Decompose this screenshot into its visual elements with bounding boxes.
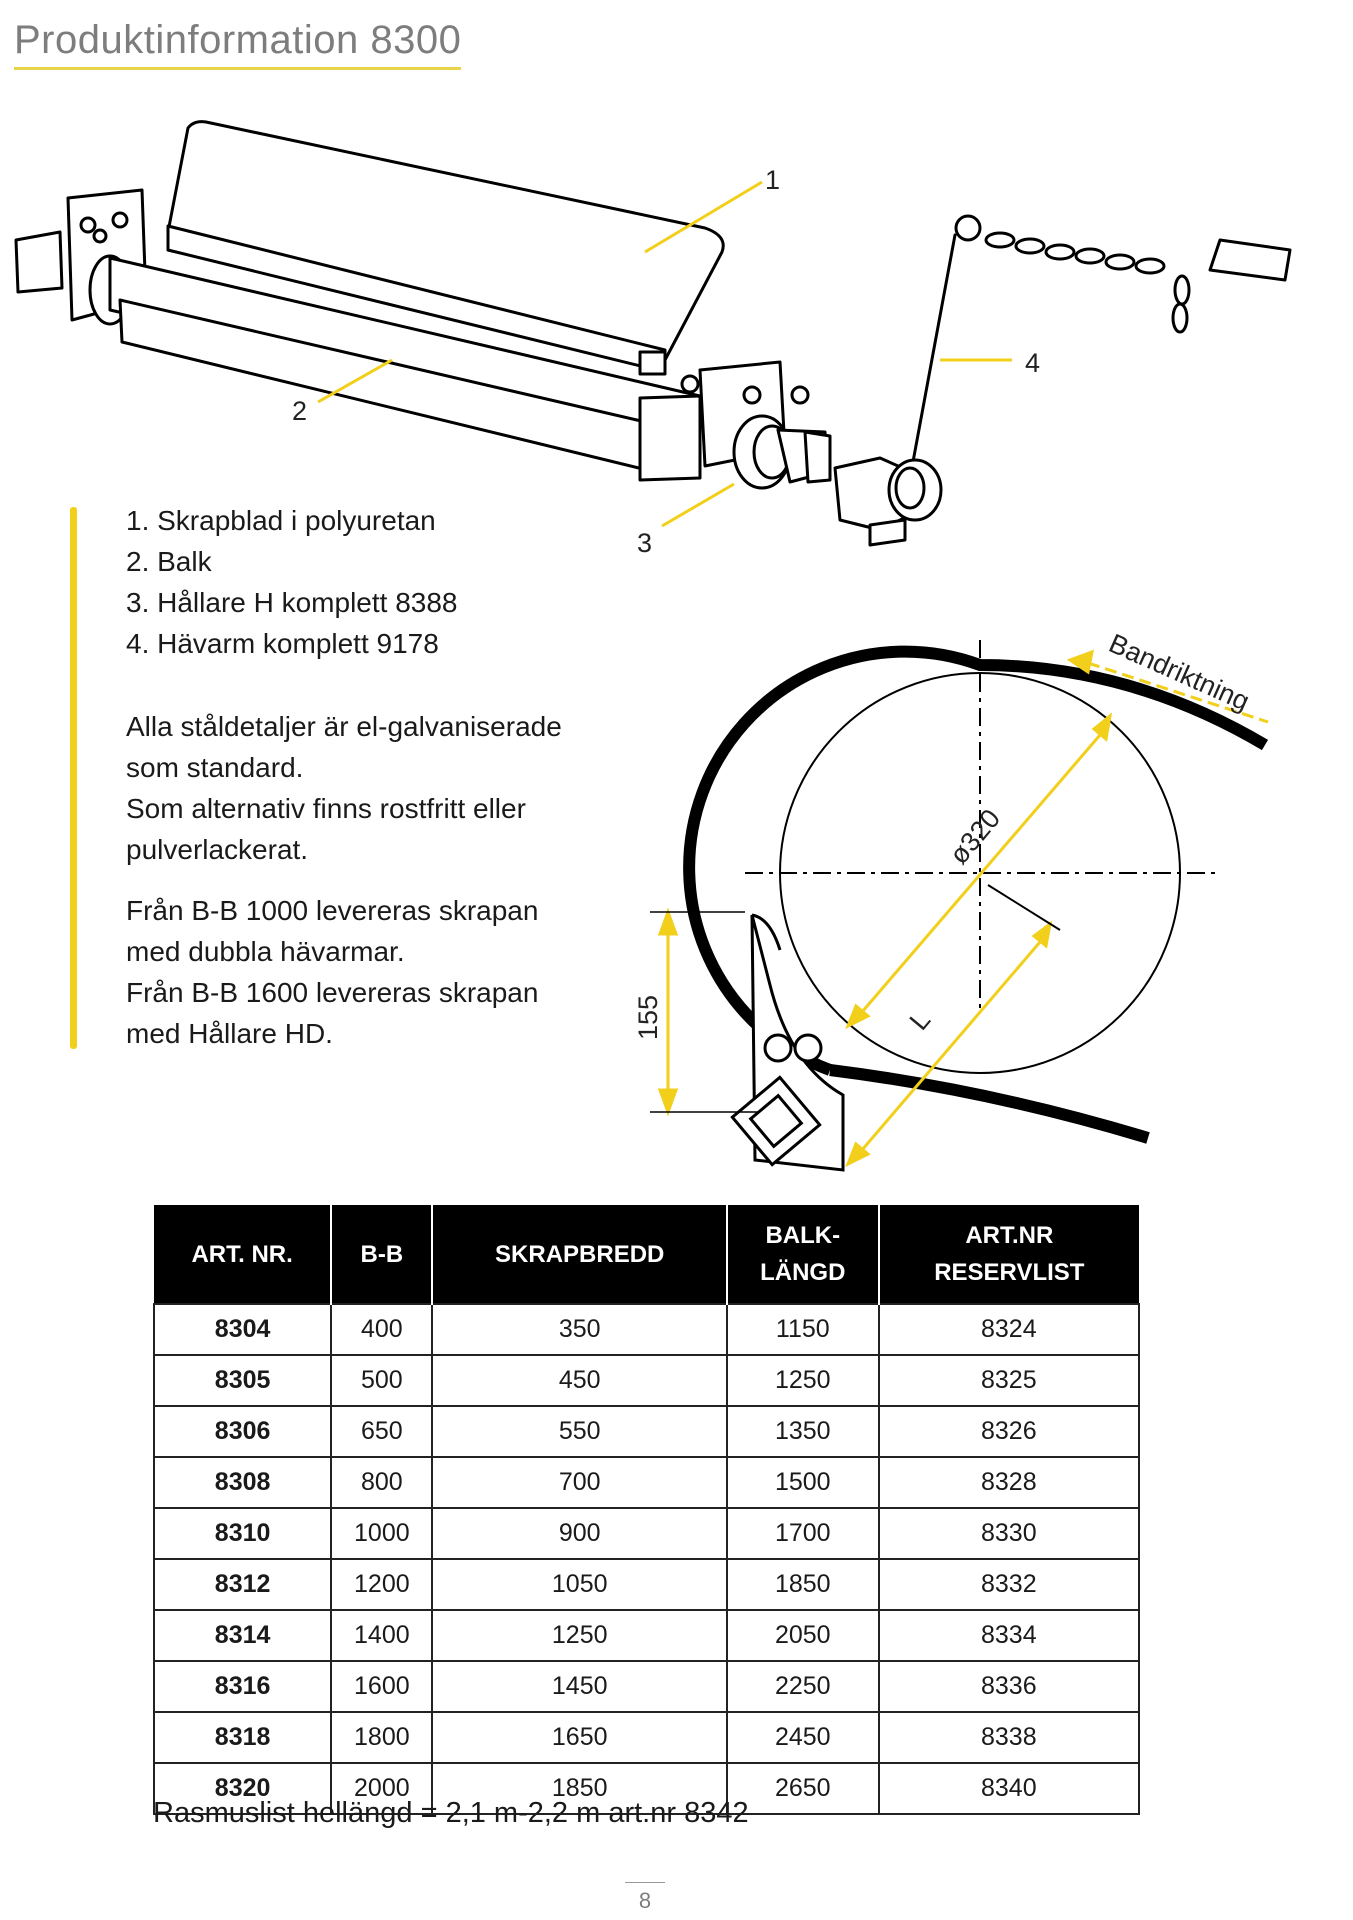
table-row [154,1304,1139,1355]
table-cell: 1150 [727,1304,879,1355]
table-cell: 8326 [879,1406,1139,1457]
table-cell: 700 [432,1457,726,1508]
table-cell: 8310 [154,1508,331,1559]
table-row [154,1712,1139,1763]
table-row [154,1355,1139,1406]
table-cell: 8306 [154,1406,331,1457]
table-cell: 900 [432,1508,726,1559]
table-cell: 8336 [879,1661,1139,1712]
table-cell: 550 [432,1406,726,1457]
table-row [154,1457,1139,1508]
dim-length-label: L [903,1005,937,1036]
table-row [154,1508,1139,1559]
table-cell: 350 [432,1304,726,1355]
footnote: Rasmuslist hellängd = 2,1 m-2,2 m art.nr 8342 [153,1797,749,1829]
table-cell: 800 [331,1457,432,1508]
material-paragraph: Alla ståldetaljer är el-galvaniserade som standard. Som alternativ finns rostfritt eller pulverlackerat. [126,711,562,865]
table-cell: 8325 [879,1355,1139,1406]
list-item: 3. Hållare H komplett 8388 [126,587,458,618]
table-cell: 1650 [432,1712,726,1763]
header-skrapbredd: SKRAPBREDD [432,1205,726,1304]
table-cell: 8320 [154,1763,331,1814]
table-cell: 1450 [432,1661,726,1712]
table-cell: 8332 [879,1559,1139,1610]
table-cell: 1500 [727,1457,879,1508]
divider [625,1882,665,1883]
table-cell: 1850 [727,1559,879,1610]
belt-direction-label: Bandriktning [1104,628,1254,717]
table-cell: 8330 [879,1508,1139,1559]
table-cell: 1600 [331,1661,432,1712]
header-balklangd: BALK- LÄNGD [727,1205,879,1304]
table-cell: 1050 [432,1559,726,1610]
table-cell: 8316 [154,1661,331,1712]
table-cell: 8312 [154,1559,331,1610]
table-cell: 400 [331,1304,432,1355]
callout-1: 1 [765,165,781,195]
table-cell: 650 [331,1406,432,1457]
table-cell: 1250 [727,1355,879,1406]
table-cell: 1400 [331,1610,432,1661]
table-cell: 8334 [879,1610,1139,1661]
list-item: 1. Skrapblad i polyuretan [126,505,436,536]
table-cell: 1200 [331,1559,432,1610]
callout-3: 3 [637,528,653,558]
table-cell: 8340 [879,1763,1139,1814]
table-cell: 450 [432,1355,726,1406]
table-cell: 8304 [154,1304,331,1355]
table-cell: 8305 [154,1355,331,1406]
table-cell: 8328 [879,1457,1139,1508]
table-cell: 1000 [331,1508,432,1559]
table-row [154,1661,1139,1712]
table-cell: 2250 [727,1661,879,1712]
table-cell: 1800 [331,1712,432,1763]
table-cell: 2650 [727,1763,879,1814]
parts-list [126,500,458,664]
table-row [154,1559,1139,1610]
dim-height-label: 155 [633,994,663,1040]
table-cell: 1350 [727,1406,879,1457]
table-row [154,1610,1139,1661]
diameter-label: ø320 [943,803,1007,870]
table-cell: 2000 [331,1763,432,1814]
table-cell: 8314 [154,1610,331,1661]
table-cell: 8318 [154,1712,331,1763]
header-art-nr: ART. NR. [154,1205,331,1304]
table-cell: 8338 [879,1712,1139,1763]
table-cell: 1850 [432,1763,726,1814]
header-reservlist: ART.NR RESERVLIST [879,1205,1139,1304]
list-item: 2. Balk [126,546,212,577]
table-cell: 8308 [154,1457,331,1508]
callout-2: 2 [292,396,308,426]
table-cell: 1700 [727,1508,879,1559]
product-table [153,1205,1140,1815]
table-header-row [154,1205,1139,1304]
page-number: 8 [638,1888,652,1913]
page-title: Produktinformation 8300 [14,18,461,70]
table-cell: 8324 [879,1304,1139,1355]
table-cell: 2050 [727,1610,879,1661]
callout-4: 4 [1025,348,1041,378]
accent-bar [70,507,77,1049]
delivery-paragraph: Från B-B 1000 levereras skrapan med dubbla hävarmar. Från B-B 1600 levereras skrapan med Hållare HD. [126,895,539,1049]
table-cell: 500 [331,1355,432,1406]
table-row [154,1406,1139,1457]
table-cell: 2450 [727,1712,879,1763]
header-bb: B-B [331,1205,432,1304]
table-cell: 1250 [432,1610,726,1661]
list-item: 4. Hävarm komplett 9178 [126,628,439,659]
